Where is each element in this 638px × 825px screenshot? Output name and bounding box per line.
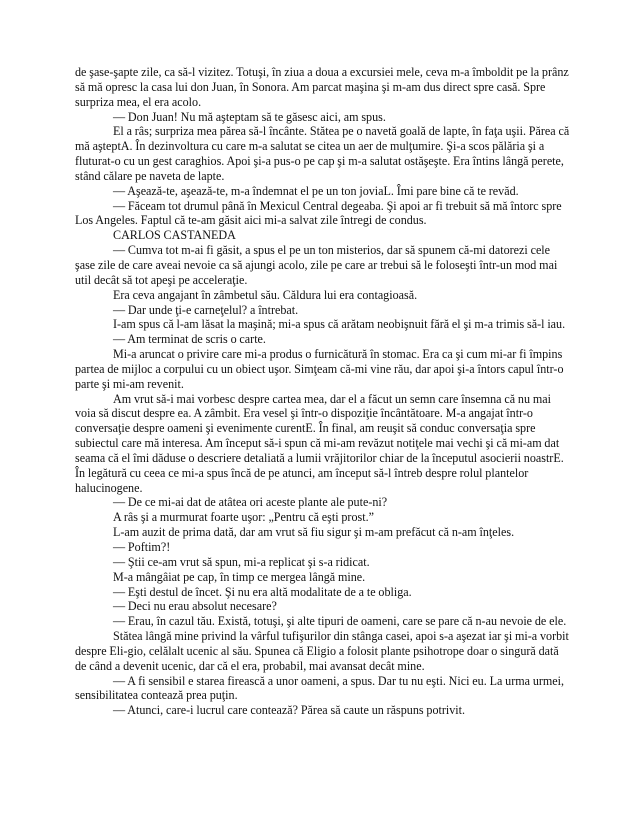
paragraph: El a râs; surpriza mea părea să-l încânte. Stătea pe o navetă goală de lapte, în faţa uşii. Părea că mă aşteptA. În dezinvoltura cu care m-a salutat se citea un aer de mulţumire. Şi-a scos pălăria şi a fluturat-o cu un gest caraghios. Apoi şi-a pus-o pe cap şi m-a salutat ostăşeşte. Era întins lângă perete, stând călare pe naveta de lapte.	[75, 124, 570, 183]
paragraph: — A fi sensibil e starea firească a unor oameni, a spus. Dar tu nu eşti. Nici eu. La urma urmei, sensibilitatea contează prea puţin.	[75, 673, 565, 703]
paragraph: A râs şi a murmurat foarte uşor: „Pentru că eşti prost.”	[113, 510, 374, 525]
paragraph: L-am auzit de prima dată, dar am vrut să fiu sigur şi m-am prefăcut că n-am înţeles.	[113, 525, 515, 540]
paragraph: — Poftim?!	[113, 540, 171, 554]
paragraph: Mi-a aruncat o privire care mi-a produs o furnicătură în stomac. Era ca şi cum mi-ar fi împins partea de mijloc a corpului cu un obiect uşor. Simţeam că-mi vine rău, dar apoi şi-a întors capul într-o parte şi mi-am revenit.	[75, 347, 564, 391]
paragraph: — Deci nu erau absolut necesare?	[113, 599, 277, 614]
paragraph: — Don Juan! Nu mă aşteptam să te găsesc aici, am spus.	[113, 109, 386, 124]
paragraph: — Ştii ce-am vrut să spun, mi-a replicat şi s-a ridicat.	[113, 554, 370, 569]
paragraph: — Am terminat de scris o carte.	[113, 332, 266, 347]
paragraph: de şase-şapte zile, ca să-l vizitez. Totuşi, în ziua a doua a excursiei mele, ceva m-a îmboldit pe la prânz să mă opresc la casa lui don Juan, în Sonora. Am parcat maşina şi m-am dus direct spre casă. Spre surpriza mea, el era acolo.	[75, 65, 569, 109]
paragraph: — Aşează-te, aşează-te, m-a îndemnat el pe un ton joviaL. Îmi pare bine că te revăd.	[113, 183, 519, 198]
paragraph: — De ce mi-ai dat de atâtea ori aceste plante ale pute-ni?	[113, 495, 388, 510]
paragraph: — Făceam tot drumul până în Mexicul Central degeaba. Şi apoi ar fi trebuit să mă întorc spre Los Angeles. Faptul că te-am găsit aici mi-a salvat zile întregi de condus.	[75, 198, 562, 228]
paragraph: — Erau, în cazul tău. Există, totuşi, şi alte tipuri de oameni, care se pare că n-au nevoie de ele.	[113, 614, 567, 629]
paragraph: Am vrut să-i mai vorbesc despre cartea mea, dar el a făcut un semn care însemna că nu mai voia să discut despre ea. A zâmbit. Era vesel şi într-o dispoziţie încântătoare. M-a angajat într-o conversaţie despre oameni şi evenimente curentE. În final, am reuşit să conduc conversaţia spre subiectul care mă interesa. Am început să-i spun că mi-am revăzut notiţele mai vechi şi că mi-am dat seama că el îmi dăduse o descriere detaliată a lumii vrăjitorilor chiar de la începutul asocierii noastrE. În legătură cu ceea ce mi-a spus încă de pe atunci, am început să-l întreb despre rolul plantelor halucinogene.	[75, 391, 564, 495]
paragraph: M-a mângâiat pe cap, în timp ce mergea lângă mine.	[113, 569, 366, 584]
paragraph: — Eşti destul de încet. Şi nu era altă modalitate de a te obliga.	[113, 584, 412, 599]
paragraph: — Dar unde ţi-e carneţelul? a întrebat.	[113, 302, 299, 317]
document-body	[75, 65, 571, 718]
paragraph: — Cumva tot m-ai fi găsit, a spus el pe un ton misterios, dar să spunem că-mi datorezi cele şase zile de care aveai nevoie ca să ajungi acolo, zile pe care ar trebui să le foloseşti într-un mod mai util decât să tot apeşi pe acceleraţie.	[75, 243, 558, 287]
paragraph: I-am spus că l-am lăsat la maşină; mi-a spus că arătam neobişnuit fără el şi m-a trimis să-l iau.	[113, 317, 566, 332]
paragraph: CARLOS CASTANEDA	[113, 228, 236, 243]
paragraph: Stătea lângă mine privind la vârful tufişurilor din stânga casei, apoi s-a aşezat iar şi mi-a vorbit despre Eli-gio, celălalt ucenic al său. Spunea că Eligio a folosit plante psihotrope doar o singură dată de când a devenit ucenic, dar că el era, probabil, mai avansat decât mine.	[75, 629, 569, 673]
paragraph: — Atunci, care-i lucrul care contează? Părea să caute un răspuns potrivit.	[113, 703, 466, 718]
paragraph: Era ceva angajant în zâmbetul său. Căldura lui era contagioasă.	[113, 287, 418, 302]
